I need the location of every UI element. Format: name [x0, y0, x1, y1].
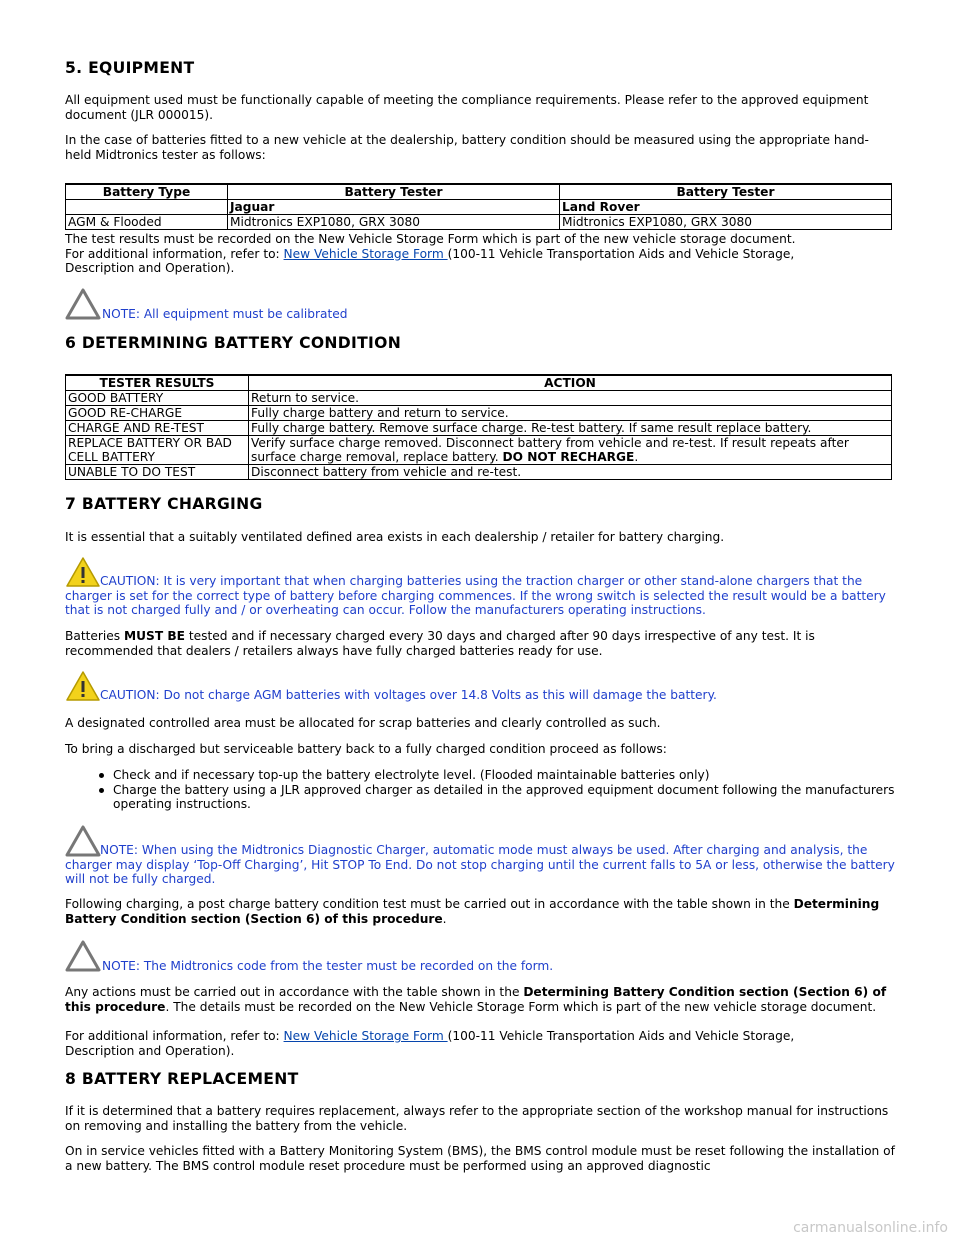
battery-tester-table	[65, 183, 892, 230]
watermark: carmanualsonline.info	[793, 1220, 948, 1237]
sub-header-land-rover: Land Rover	[560, 200, 892, 215]
col-header-tester-results: TESTER RESULTS	[66, 375, 249, 391]
section-7-para-3: A designated controlled area must be allocated for scrap batteries and clearly controlled as such.	[65, 716, 661, 730]
list-item: Check and if necessary top-up the battery electrolyte level. (Flooded maintainable batteries only)	[65, 768, 895, 783]
col-header-battery-type: Battery Type	[66, 184, 228, 200]
note-midtronics-charger: NOTE: When using the Midtronics Diagnostic Charger, automatic mode must always be used. After charging and analysis, the charger may display ‘Top-Off Charging’, Hit STOP To End. Do not stop charging until the current falls to 5A or less, otherwise the battery will not be fully charged.	[65, 825, 895, 887]
cell-land-rover-tester: Midtronics EXP1080, GRX 3080	[560, 215, 892, 230]
note-outline-triangle-icon	[65, 825, 101, 857]
section-7-heading: 7 BATTERY CHARGING	[65, 495, 263, 513]
charging-steps-list	[65, 768, 895, 812]
caution-charger-setting: CAUTION: It is very important that when charging batteries using the traction charger or other stand-alone chargers that the charger is set for the correct type of battery before charging commences. If the wrong switch is selected the result would be a battery that is not charged fully and / or overheating can occur. Follow the manufacturers operating instructions.	[65, 556, 895, 618]
table-row: REPLACE BATTERY OR BAD CELL BATTERY Verify surface charge removed. Disconnect battery from vehicle and re-test. If result repeats after surface charge removal, replace battery. DO NOT RECHARGE.	[66, 436, 892, 465]
section-7-para-1: It is essential that a suitably ventilated defined area exists in each dealership / retailer for battery charging.	[65, 530, 725, 544]
warning-triangle-icon	[65, 670, 101, 702]
section-7-para-6: Any actions must be carried out in accordance with the table shown in the Determining Battery Condition section (Section 6) of this procedure. The details must be recorded on the New Vehicle Storage Form which is part of the new vehicle storage document.	[65, 985, 887, 1014]
section-5-para-2: In the case of batteries fitted to a new vehicle at the dealership, battery condition should be measured using the appropriate hand-held Midtronics tester as follows:	[65, 133, 869, 162]
caution-agm-voltage: CAUTION: Do not charge AGM batteries with voltages over 14.8 Volts as this will damage the battery.	[65, 670, 895, 703]
col-header-battery-tester-2: Battery Tester	[560, 184, 892, 200]
bullet-icon	[99, 773, 104, 778]
bullet-icon	[99, 788, 104, 793]
warning-triangle-icon	[65, 556, 101, 588]
table-row: CHARGE AND RE-TEST Fully charge battery. Remove surface charge. Re-test battery. If same result replace battery.	[66, 421, 892, 436]
new-vehicle-storage-form-link[interactable]: New Vehicle Storage Form	[283, 246, 448, 261]
cell-battery-type: AGM & Flooded	[66, 215, 228, 230]
section-7-para-2: Batteries MUST BE tested and if necessary charged every 30 days and charged after 90 days irrespective of any test. It is recommended that dealers / retailers always have fully charged batteries ready for use.	[65, 629, 815, 658]
col-header-battery-tester-1: Battery Tester	[228, 184, 560, 200]
battery-condition-table	[65, 374, 892, 480]
sub-header-jaguar: Jaguar	[228, 200, 560, 215]
note-midtronics-code: NOTE: The Midtronics code from the tester must be recorded on the form.	[65, 940, 895, 974]
list-item: Charge the battery using a JLR approved charger as detailed in the approved equipment document following the manufacturers operating instructions.	[65, 783, 895, 812]
section-6-heading: 6 DETERMINING BATTERY CONDITION	[65, 334, 402, 352]
note-outline-triangle-icon	[65, 288, 101, 320]
section-5-para-1: All equipment used must be functionally capable of meeting the compliance requirements. Please refer to the approved equipment document (JLR 000015).	[65, 93, 869, 122]
section-8-para-1: If it is determined that a battery requires replacement, always refer to the appropriate section of the workshop manual for instructions on removing and installing the battery from the vehicle.	[65, 1104, 889, 1133]
section-8-heading: 8 BATTERY REPLACEMENT	[65, 1070, 299, 1088]
table-row: GOOD BATTERY Return to service.	[66, 391, 892, 406]
section-7-para-5: Following charging, a post charge battery condition test must be carried out in accordance with the table shown in the Determining Battery Condition section (Section 6) of this procedure.	[65, 897, 880, 926]
sub-header-empty	[66, 200, 228, 215]
section-5-heading: 5. EQUIPMENT	[65, 59, 195, 77]
note-calibrated: NOTE: All equipment must be calibrated	[65, 288, 895, 322]
new-vehicle-storage-form-link[interactable]: New Vehicle Storage Form	[283, 1029, 448, 1043]
cell-jaguar-tester: Midtronics EXP1080, GRX 3080	[228, 215, 560, 230]
table-row: UNABLE TO DO TEST Disconnect battery from vehicle and re-test.	[66, 465, 892, 480]
section-8-para-2: On in service vehicles fitted with a Battery Monitoring System (BMS), the BMS control module must be reset following the installation of a new battery. The BMS control module reset procedure must be performed using an approved diagnostic	[65, 1144, 895, 1173]
section-7-para-7: For additional information, refer to: New Vehicle Storage Form (100-11 Vehicle Transportation Aids and Vehicle Storage, Description and Operation).	[65, 1029, 795, 1058]
col-header-action: ACTION	[249, 375, 892, 391]
note-outline-triangle-icon	[65, 940, 101, 972]
section-7-para-4: To bring a discharged but serviceable battery back to a fully charged condition proceed as follows:	[65, 742, 667, 756]
table-row: GOOD RE-CHARGE Fully charge battery and return to service.	[66, 406, 892, 421]
section-5-para-3: The test results must be recorded on the New Vehicle Storage Form which is part of the new vehicle storage document. For additional information, refer to: New Vehicle Storage Form (100-11 Vehicle Transportation Aids and Vehicle Storage, Description and Operation).	[65, 232, 796, 276]
